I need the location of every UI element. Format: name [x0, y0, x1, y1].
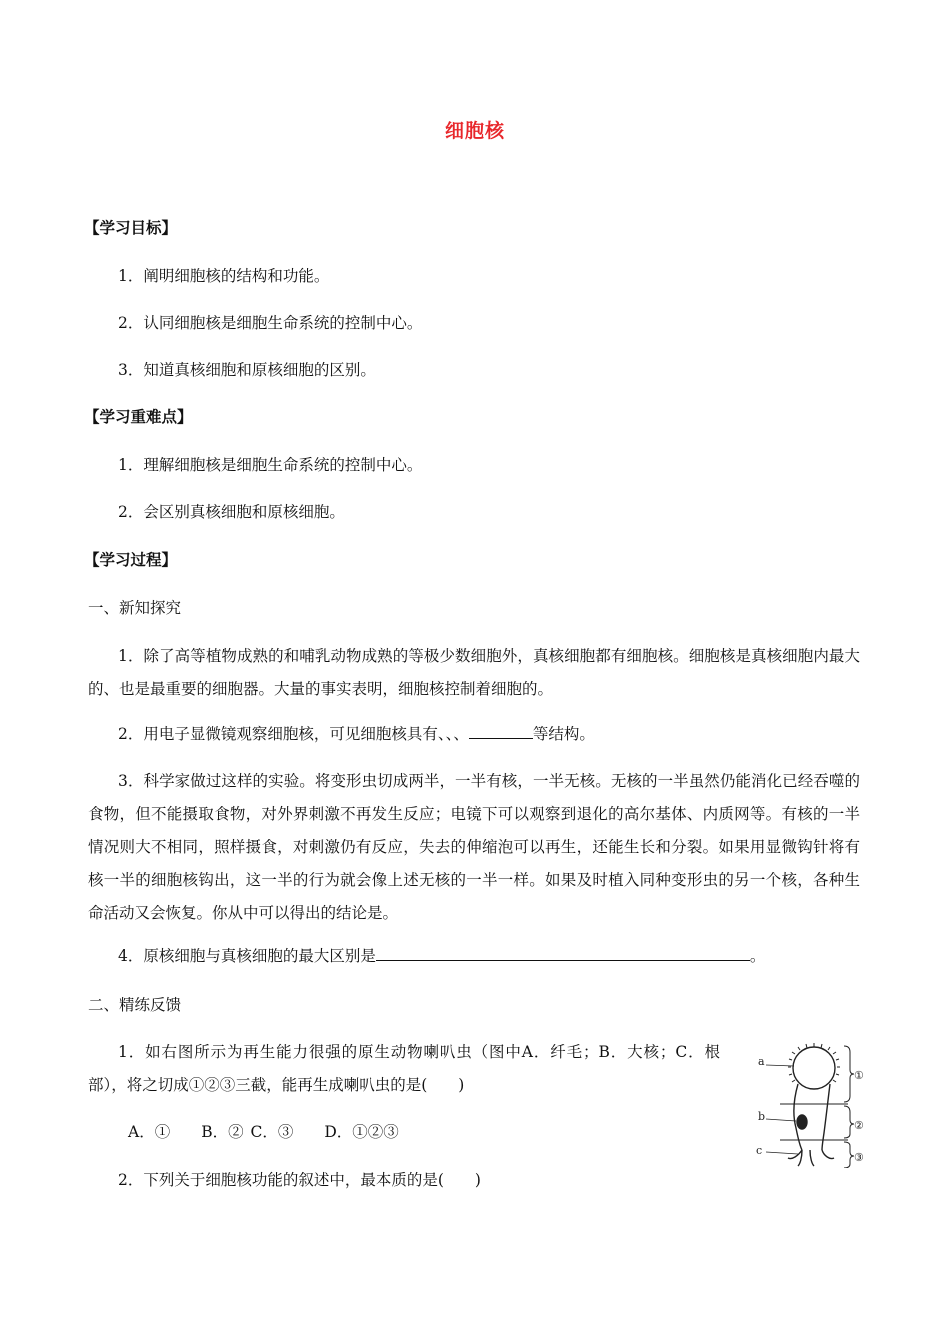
section1-question-1: 1．除了高等植物成熟的和哺乳动物成熟的等极少数细胞外，真核细胞都有细胞核。细胞核是真核细胞内最大的、也是最重要的细胞器。大量的事实表明，细胞核控制着细胞的。: [88, 647, 860, 698]
key-point-item-1: 1．理解细胞核是细胞生命系统的控制中心。: [118, 456, 423, 474]
answer-blank: [469, 724, 533, 739]
question-4-suffix: 。: [749, 947, 766, 965]
section2-title: 二、精练反馈: [88, 996, 182, 1014]
answer-blank: [376, 946, 750, 961]
key-point-item-2: 2．会区别真核细胞和原核细胞。: [118, 503, 345, 521]
key-points-heading: 【学习重难点】: [84, 408, 193, 426]
trumpet-animalcule-figure: [752, 1038, 868, 1168]
section1-question-2: [118, 724, 595, 744]
label-a: a: [758, 1055, 765, 1068]
process-heading: 【学习过程】: [84, 551, 178, 569]
label-b: b: [758, 1110, 766, 1123]
section2-question-2: 2．下列关于细胞核功能的叙述中，最本质的是( ): [118, 1171, 481, 1189]
goals-heading: 【学习目标】: [84, 219, 178, 237]
question-4-text: 4．原核细胞与真核细胞的最大区别是: [118, 947, 376, 965]
question-2-text: 2．用电子显微镜观察细胞核，可见细胞核具有、、、: [118, 725, 469, 743]
marker-1: ①: [854, 1069, 864, 1082]
page-title: 细胞核: [444, 120, 505, 142]
question-1-options: A．① B．② C．③ D．①②③: [128, 1123, 399, 1141]
head-circle: [793, 1047, 835, 1089]
nucleus-shape: [797, 1115, 807, 1129]
goal-item-1: 1．阐明细胞核的结构和功能。: [118, 267, 330, 285]
goal-item-3: 3．知道真核细胞和原核细胞的区别。: [118, 361, 376, 379]
marker-3: ③: [854, 1151, 864, 1164]
marker-2: ②: [854, 1119, 864, 1132]
question-2-suffix: 等结构。: [532, 725, 595, 743]
label-c: c: [756, 1144, 763, 1157]
goal-item-2: 2．认同细胞核是细胞生命系统的控制中心。: [118, 314, 423, 332]
section1-question-3: 3．科学家做过这样的实验。将变形虫切成两半，一半有核，一半无核。无核的一半虽然仍能消化已经吞噬的食物，但不能摄取食物，对外界刺激不再发生反应；电镜下可以观察到退化的高尔基体、内质网等。有核的一半情况则大不相同，照样摄食，对刺激仍有反应，失去的伸缩泡可以再生，还能生长和分裂。如果用显微钩针将有核一半的细胞核钩出，这一半的行为就会像上述无核的一半一样。如果及时植入同种变形虫的另一个核，各种生命活动又会恢复。你从中可以得出的结论是。: [88, 772, 860, 922]
section1-question-4: [118, 946, 765, 966]
section1-title: 一、新知探究: [88, 599, 182, 617]
section2-question-1: 1．如右图所示为再生能力很强的原生动物喇叭虫（图中A．纤毛；B．大核；C．根部），将之切成①②③三截，能再生成喇叭虫的是( ): [88, 1043, 720, 1094]
